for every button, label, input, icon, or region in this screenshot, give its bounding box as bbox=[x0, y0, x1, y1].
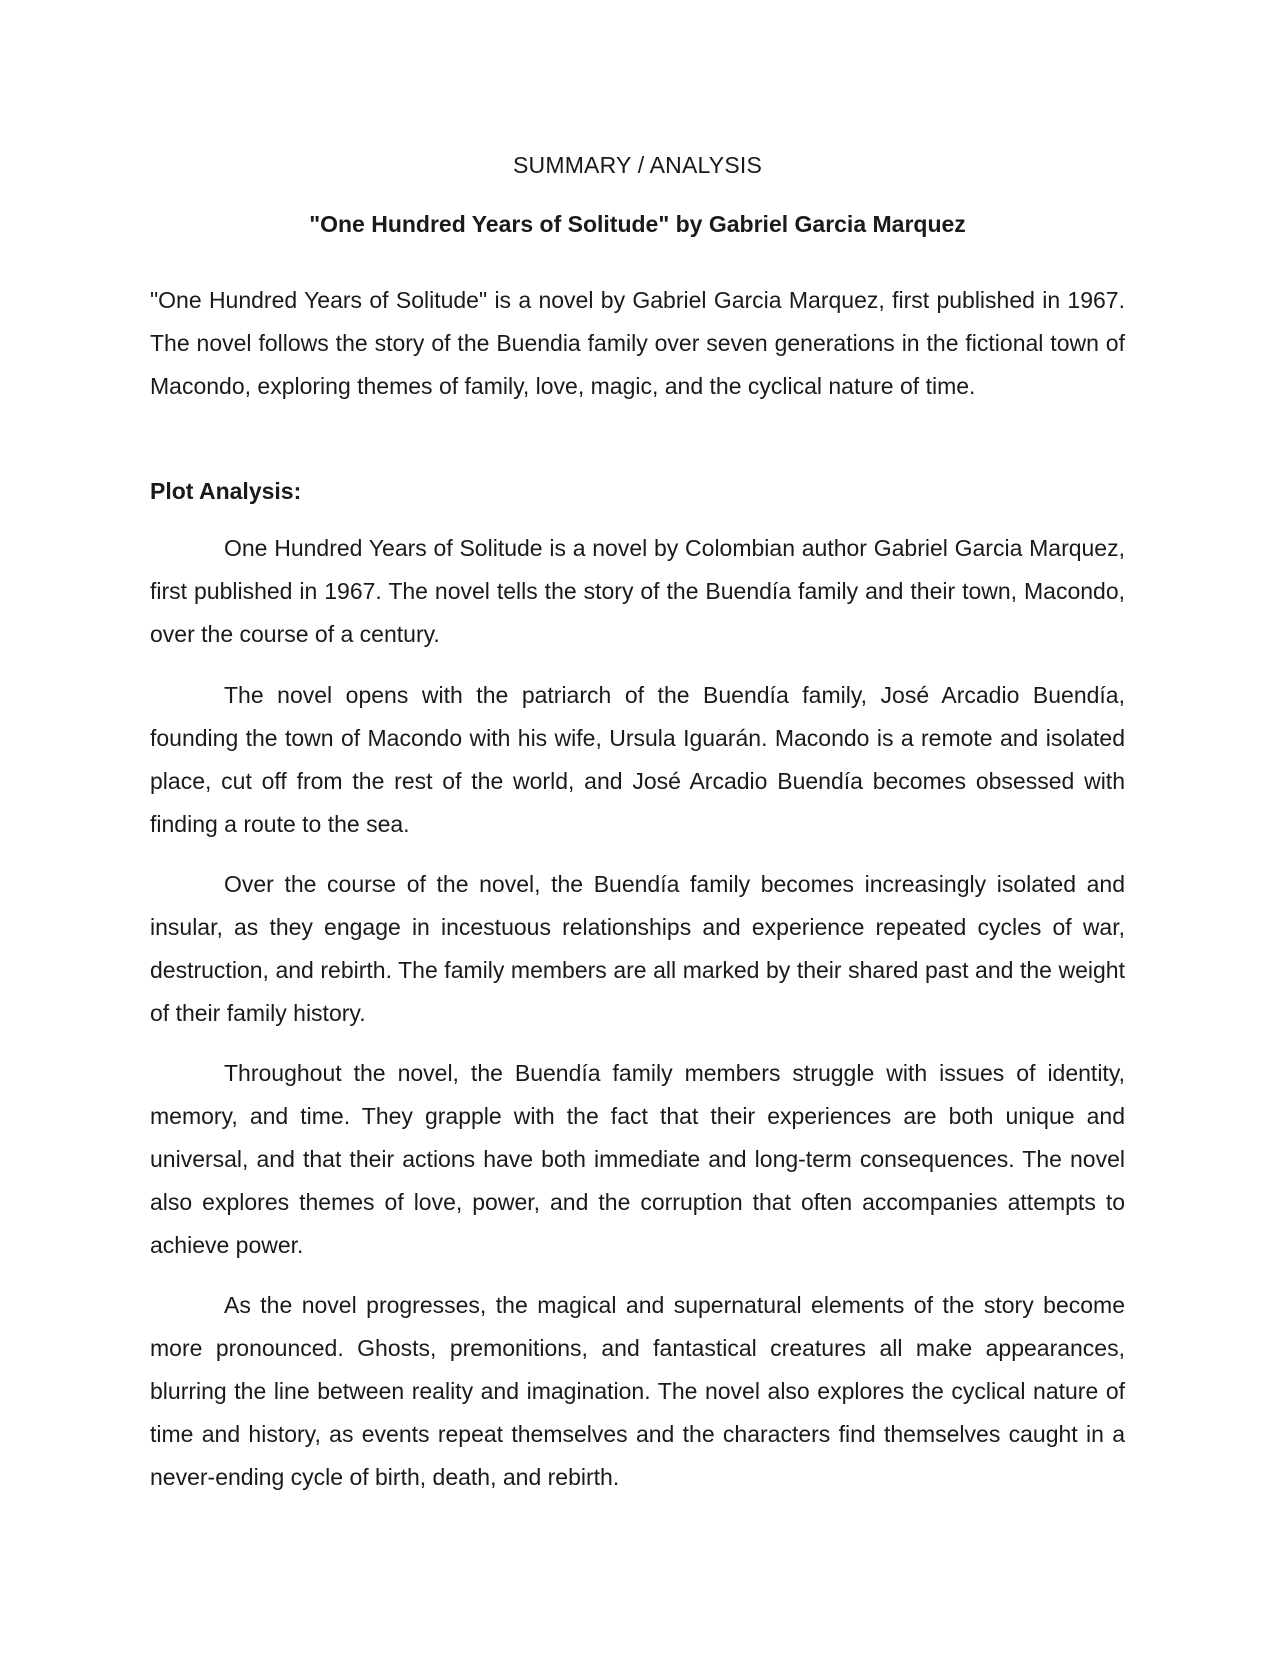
intro-paragraph: "One Hundred Years of Solitude" is a novel by Gabriel Garcia Marquez, first published in 1967. The novel follows the story of the Buendia family over seven generations in the fictional town of Macondo, exploring themes of family, love, magic, and the cyclical nature of time. bbox=[150, 287, 1125, 399]
document-title: "One Hundred Years of Solitude" by Gabriel Garcia Marquez bbox=[309, 211, 966, 237]
analysis-paragraph: Over the course of the novel, the Buendía family becomes increasingly isolated and insular, as they engage in incestuous relationships and experience repeated cycles of war, destruction, and rebirth. The family members are all marked by their shared past and the weight of their family history. bbox=[150, 871, 1125, 1026]
analysis-paragraph: One Hundred Years of Solitude is a novel by Colombian author Gabriel Garcia Marquez, first published in 1967. The novel tells the story of the Buendía family and their town, Macondo, over the course of a century. bbox=[150, 535, 1125, 647]
analysis-paragraph: As the novel progresses, the magical and supernatural elements of the story become more pronounced. Ghosts, premonitions, and fantastical creatures all make appearances, blurring the line between reality and imagination. The novel also explores the cyclical nature of time and history, as events repeat themselves and the characters find themselves caught in a never-ending cycle of birth, death, and rebirth. bbox=[150, 1292, 1125, 1490]
document-label: SUMMARY / ANALYSIS bbox=[512, 152, 763, 178]
analysis-paragraph: The novel opens with the patriarch of the Buendía family, José Arcadio Buendía, founding the town of Macondo with his wife, Ursula Iguarán. Macondo is a remote and isolated place, cut off from the rest of the world, and José Arcadio Buendía becomes obsessed with finding a route to the sea. bbox=[150, 682, 1125, 837]
section-heading-plot-analysis: Plot Analysis: bbox=[150, 478, 302, 504]
analysis-paragraph: Throughout the novel, the Buendía family members struggle with issues of identity, memory, and time. They grapple with the fact that their experiences are both unique and universal, and that their actions have both immediate and long-term consequences. The novel also explores themes of love, power, and the corruption that often accompanies attempts to achieve power. bbox=[150, 1060, 1125, 1258]
